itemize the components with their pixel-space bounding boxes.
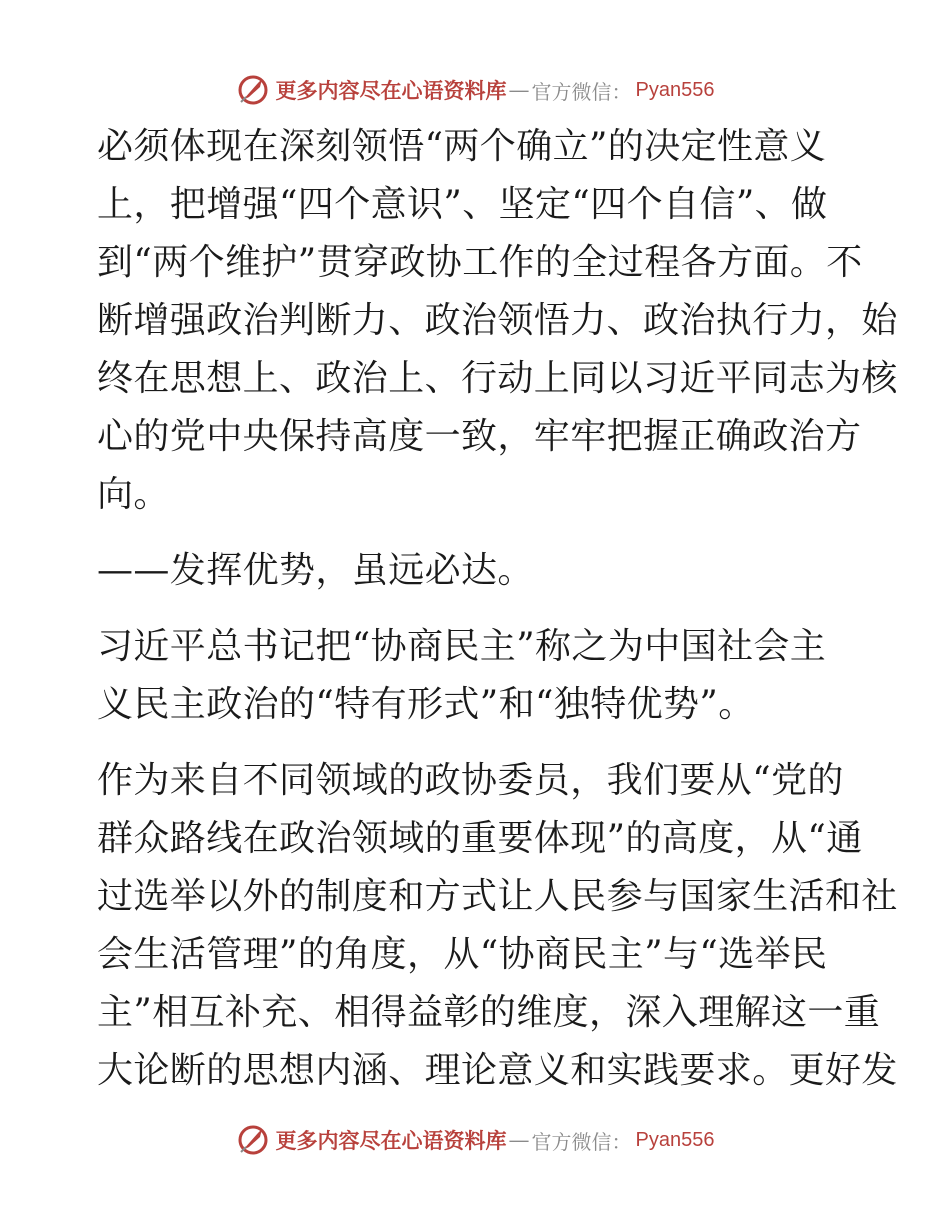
text-line: 向。 <box>97 474 170 515</box>
text-line: 必须体现在深刻领悟“两个确立”的决定性意义 <box>97 126 827 167</box>
document-body <box>97 118 898 1100</box>
text-line: 终在思想上、政治上、行动上同以习近平同志为核 <box>97 358 898 399</box>
header-banner <box>0 70 950 110</box>
quill-pen-logo-icon <box>236 1123 270 1157</box>
footer-banner <box>0 1120 950 1160</box>
text-line: 会生活管理”的角度，从“协商民主”与“选举民 <box>97 934 828 975</box>
banner-dash: — <box>508 1128 530 1152</box>
paragraph-gap <box>97 524 852 542</box>
banner-wechat-id: Pyan556 <box>635 78 715 101</box>
text-line: 作为来自不同领域的政协委员，我们要从“党的 <box>97 760 844 801</box>
text-line: 上，把增强“四个意识”、坚定“四个自信”、做 <box>97 184 828 225</box>
paragraph-gap <box>97 734 852 752</box>
text-line: 断增强政治判断力、政治领悟力、政治执行力，始 <box>97 300 898 341</box>
text-line: 主”相互补充、相得益彰的维度，深入理解这一重 <box>97 992 881 1033</box>
paragraph-gap <box>97 600 852 618</box>
text-line: 大论断的思想内涵、理论意义和实践要求。更好发 <box>97 1050 898 1091</box>
banner-wechat-id: Pyan556 <box>635 1128 715 1151</box>
paragraph <box>97 542 852 600</box>
paragraph <box>97 618 852 734</box>
text-line: 过选举以外的制度和方式让人民参与国家生活和社 <box>97 876 898 917</box>
banner-wechat-label: 官方微信： <box>531 1129 632 1154</box>
banner-dash: — <box>508 78 530 102</box>
banner-brand-text: 更多内容尽在心语资料库 <box>275 78 507 103</box>
quill-pen-logo-icon <box>236 73 270 107</box>
text-line: ——发挥优势，虽远必达。 <box>97 550 534 591</box>
text-line: 心的党中央保持高度一致，牢牢把握正确政治方 <box>97 416 862 457</box>
paragraph <box>97 752 898 1100</box>
text-line: 群众路线在政治领域的重要体现”的高度，从“通 <box>97 818 863 859</box>
text-line: 到“两个维护”贯穿政协工作的全过程各方面。不 <box>97 242 863 283</box>
banner-wechat-label: 官方微信： <box>531 79 632 104</box>
text-line: 义民主政治的“特有形式”和“独特优势”。 <box>97 684 755 725</box>
banner-brand-text: 更多内容尽在心语资料库 <box>275 1128 507 1153</box>
paragraph <box>97 118 898 524</box>
text-line: 习近平总书记把“协商民主”称之为中国社会主 <box>97 626 827 667</box>
